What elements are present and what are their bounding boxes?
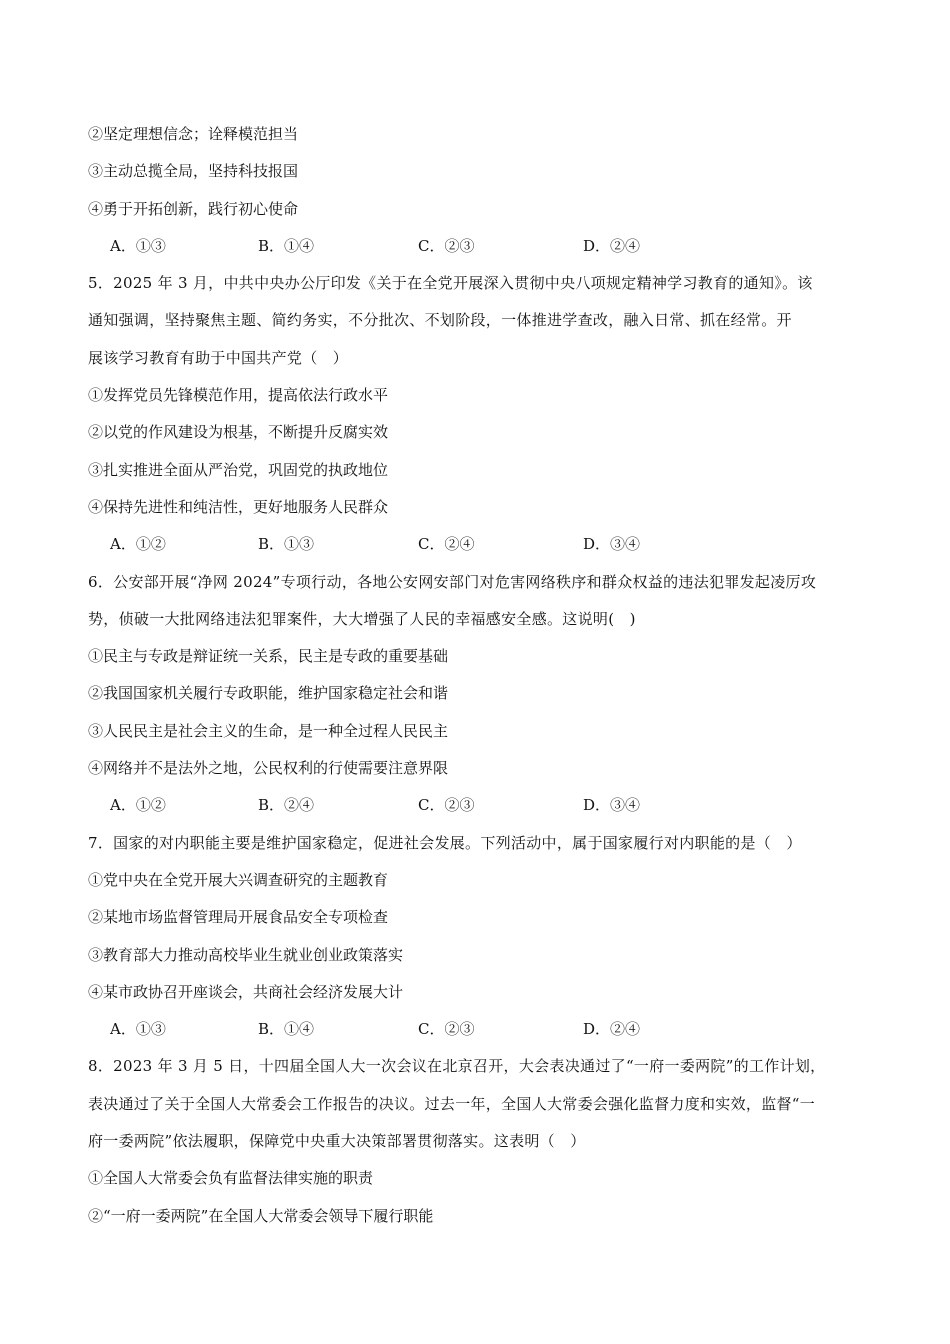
q7-item-1: ①党中央在全党开展大兴调查研究的主题教育 bbox=[88, 870, 389, 889]
q6-item-3: ③人民民主是社会主义的生命，是一种全过程人民民主 bbox=[88, 721, 449, 740]
q7-item-4: ④某市政协召开座谈会，共商社会经济发展大计 bbox=[88, 982, 404, 1001]
q6-item-4: ④网络并不是法外之地，公民权利的行使需要注意界限 bbox=[88, 759, 449, 778]
q6-stem-line-1: 6．公安部开展“净网 2024”专项行动，各地公安网安部门对危害网络秩序和群众权益的违法犯罪发起凌厉攻 bbox=[88, 572, 817, 591]
q5-option-a[interactable]: A．①② bbox=[110, 535, 166, 554]
q5-stem-line-3: 展该学习教育有助于中国共产党（ ） bbox=[88, 348, 349, 367]
q7-option-b[interactable]: B．①④ bbox=[258, 1020, 315, 1039]
q4-item-2: ②坚定理想信念；诠释模范担当 bbox=[88, 125, 299, 143]
q5-option-b[interactable]: B．①③ bbox=[258, 535, 315, 554]
q5-item-3: ③扎实推进全面从严治党，巩固党的执政地位 bbox=[88, 460, 389, 479]
q7-option-c[interactable]: C．②③ bbox=[418, 1020, 475, 1039]
q6-option-c[interactable]: C．②③ bbox=[418, 796, 475, 815]
q7-item-3: ③教育部大力推动高校毕业生就业创业政策落实 bbox=[88, 945, 404, 964]
q5-item-2: ②以党的作风建设为根基，不断提升反腐实效 bbox=[88, 423, 389, 442]
q8-stem-line-1: 8．2023 年 3 月 5 日，十四届全国人大一次会议在北京召开，大会表决通过了“一府一委两院”的工作计划， bbox=[88, 1057, 826, 1076]
q4-item-4: ④勇于开拓创新，践行初心使命 bbox=[88, 199, 299, 218]
q6-stem-line-2: 势，侦破一大批网络违法犯罪案件，大大增强了人民的幸福感安全感。这说明( ) bbox=[88, 609, 636, 628]
q6-item-2: ②我国国家机关履行专政职能，维护国家稳定社会和谐 bbox=[88, 684, 449, 703]
q8-stem-line-3: 府一委两院”依法履职，保障党中央重大决策部署贯彻落实。这表明（ ） bbox=[88, 1132, 586, 1151]
q5-item-1: ①发挥党员先锋模范作用，提高依法行政水平 bbox=[88, 386, 389, 405]
q5-options bbox=[88, 526, 868, 563]
q5-option-d[interactable]: D．③④ bbox=[583, 535, 641, 554]
q6-options bbox=[88, 787, 868, 824]
q4-option-b[interactable]: B．①④ bbox=[258, 236, 315, 255]
q5-item-4: ④保持先进性和纯洁性，更好地服务人民群众 bbox=[88, 497, 389, 516]
q5-stem-line-1: 5．2025 年 3 月，中共中央办公厅印发《关于在全党开展深入贯彻中央八项规定精神学习教育的通知》。该 bbox=[88, 274, 813, 293]
q4-option-d[interactable]: D．②④ bbox=[583, 236, 641, 255]
q6-option-a[interactable]: A．①② bbox=[110, 796, 166, 815]
q7-stem-line-1: 7．国家的对内职能主要是维护国家稳定，促进社会发展。下列活动中，属于国家履行对内职能的是（ ） bbox=[88, 833, 802, 852]
q4-option-a[interactable]: A．①③ bbox=[110, 236, 166, 255]
q8-item-1: ①全国人大常委会负有监督法律实施的职责 bbox=[88, 1169, 374, 1188]
q7-options bbox=[88, 1011, 868, 1048]
q6-item-1: ①民主与专政是辩证统一关系，民主是专政的重要基础 bbox=[88, 647, 449, 666]
q4-options bbox=[88, 228, 868, 265]
q8-stem-line-2: 表决通过了关于全国人大常委会工作报告的决议。过去一年，全国人大常委会强化监督力度和实效，监督“一 bbox=[88, 1094, 816, 1113]
q6-option-d[interactable]: D．③④ bbox=[583, 796, 641, 815]
q7-item-2: ②某地市场监督管理局开展食品安全专项检查 bbox=[88, 908, 389, 927]
q7-option-d[interactable]: D．②④ bbox=[583, 1020, 641, 1039]
q4-option-c[interactable]: C．②③ bbox=[418, 236, 475, 255]
q5-option-c[interactable]: C．②④ bbox=[418, 535, 475, 554]
q7-option-a[interactable]: A．①③ bbox=[110, 1020, 166, 1039]
q5-stem-line-2: 通知强调，坚持聚焦主题、简约务实，不分批次、不划阶段，一体推进学查改，融入日常、抓在经常。开 bbox=[88, 311, 792, 330]
question-page bbox=[88, 116, 868, 1235]
q8-item-2: ②“一府一委两院”在全国人大常委会领导下履行职能 bbox=[88, 1206, 434, 1225]
q6-option-b[interactable]: B．②④ bbox=[258, 796, 315, 815]
q4-item-3: ③主动总揽全局，坚持科技报国 bbox=[88, 162, 299, 181]
